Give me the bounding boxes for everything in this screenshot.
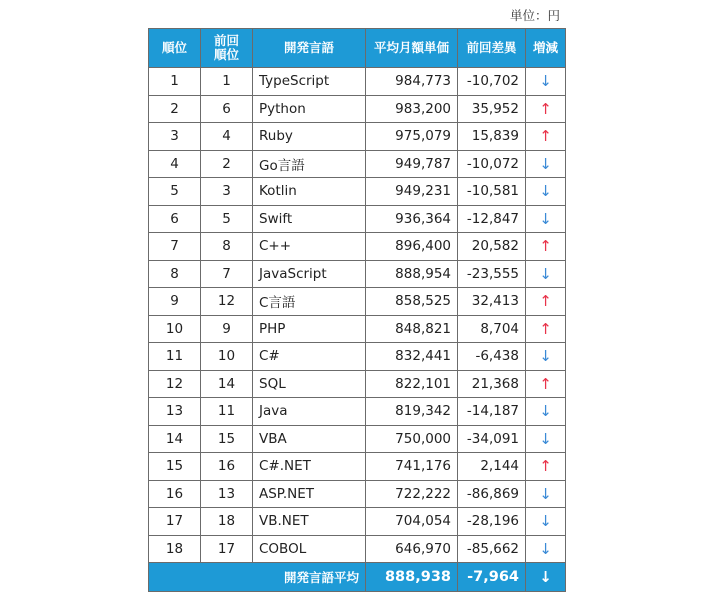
table-row — [149, 315, 566, 343]
table-row — [149, 535, 566, 563]
avg-price-cell: 888,954 — [366, 260, 458, 288]
prev-rank-cell: 12 — [201, 288, 253, 316]
rank-cell: 17 — [149, 508, 201, 536]
rank-cell: 8 — [149, 260, 201, 288]
diff-cell: -86,869 — [458, 480, 526, 508]
rank-cell: 16 — [149, 480, 201, 508]
prev-rank-cell: 5 — [201, 205, 253, 233]
rank-cell: 9 — [149, 288, 201, 316]
diff-cell: -6,438 — [458, 343, 526, 371]
prev-rank-cell: 14 — [201, 370, 253, 398]
rank-cell: 12 — [149, 370, 201, 398]
language-cell: VBA — [253, 425, 366, 453]
table-row — [149, 68, 566, 96]
table-row — [149, 95, 566, 123]
rank-cell: 4 — [149, 150, 201, 178]
rank-cell: 14 — [149, 425, 201, 453]
avg-price-cell: 722,222 — [366, 480, 458, 508]
table-row — [149, 343, 566, 371]
avg-price-cell: 896,400 — [366, 233, 458, 261]
avg-price-cell: 822,101 — [366, 370, 458, 398]
language-cell: Swift — [253, 205, 366, 233]
table-row — [149, 453, 566, 481]
table-row — [149, 288, 566, 316]
prev-rank-cell: 2 — [201, 150, 253, 178]
up-arrow-icon: ↑ — [526, 233, 566, 261]
average-diff: -7,964 — [458, 563, 526, 592]
avg-price-cell: 983,200 — [366, 95, 458, 123]
table-body — [149, 68, 566, 563]
table-row — [149, 260, 566, 288]
up-arrow-icon: ↑ — [526, 453, 566, 481]
down-arrow-icon: ↓ — [526, 425, 566, 453]
avg-price-cell: 832,441 — [366, 343, 458, 371]
diff-cell: 21,368 — [458, 370, 526, 398]
diff-cell: -14,187 — [458, 398, 526, 426]
language-cell: C++ — [253, 233, 366, 261]
down-arrow-icon: ↓ — [526, 178, 566, 206]
language-cell: PHP — [253, 315, 366, 343]
header-prev-rank — [201, 29, 253, 68]
header-avg-price: 平均月額単価 — [366, 29, 458, 68]
language-cell: ASP.NET — [253, 480, 366, 508]
language-cell: C# — [253, 343, 366, 371]
diff-cell: 32,413 — [458, 288, 526, 316]
average-price: 888,938 — [366, 563, 458, 592]
rank-cell: 11 — [149, 343, 201, 371]
prev-rank-cell: 10 — [201, 343, 253, 371]
table-header-row — [149, 29, 566, 68]
prev-rank-cell: 15 — [201, 425, 253, 453]
table-row — [149, 123, 566, 151]
header-change: 増減 — [526, 29, 566, 68]
avg-price-cell: 741,176 — [366, 453, 458, 481]
header-diff: 前回差異 — [458, 29, 526, 68]
language-cell: Kotlin — [253, 178, 366, 206]
header-prev-rank-line2: 順位 — [213, 47, 239, 62]
avg-price-cell: 949,231 — [366, 178, 458, 206]
rank-cell: 18 — [149, 535, 201, 563]
avg-price-cell: 975,079 — [366, 123, 458, 151]
header-rank: 順位 — [149, 29, 201, 68]
diff-cell: -10,702 — [458, 68, 526, 96]
unit-label: 単位：円 — [509, 8, 560, 23]
table-row — [149, 480, 566, 508]
up-arrow-icon: ↑ — [526, 370, 566, 398]
diff-cell: -85,662 — [458, 535, 526, 563]
diff-cell: -12,847 — [458, 205, 526, 233]
average-label: 開発言語平均 — [149, 563, 366, 592]
average-down-arrow-icon: ↓ — [526, 563, 566, 592]
diff-cell: 2,144 — [458, 453, 526, 481]
diff-cell: -34,091 — [458, 425, 526, 453]
language-cell: Ruby — [253, 123, 366, 151]
avg-price-cell: 936,364 — [366, 205, 458, 233]
diff-cell: -28,196 — [458, 508, 526, 536]
diff-cell: -10,581 — [458, 178, 526, 206]
table-row — [149, 205, 566, 233]
rank-cell: 7 — [149, 233, 201, 261]
prev-rank-cell: 11 — [201, 398, 253, 426]
diff-cell: 20,582 — [458, 233, 526, 261]
up-arrow-icon: ↑ — [526, 123, 566, 151]
prev-rank-cell: 6 — [201, 95, 253, 123]
language-cell: VB.NET — [253, 508, 366, 536]
table-row — [149, 508, 566, 536]
language-cell: COBOL — [253, 535, 366, 563]
table-row — [149, 370, 566, 398]
rank-cell: 15 — [149, 453, 201, 481]
down-arrow-icon: ↓ — [526, 480, 566, 508]
prev-rank-cell: 17 — [201, 535, 253, 563]
table-row — [149, 150, 566, 178]
diff-cell: -10,072 — [458, 150, 526, 178]
language-rate-table — [148, 28, 566, 592]
avg-price-cell: 858,525 — [366, 288, 458, 316]
language-cell: Go言語 — [253, 150, 366, 178]
down-arrow-icon: ↓ — [526, 508, 566, 536]
average-row — [149, 563, 566, 592]
prev-rank-cell: 13 — [201, 480, 253, 508]
language-cell: SQL — [253, 370, 366, 398]
diff-cell: -23,555 — [458, 260, 526, 288]
rank-cell: 10 — [149, 315, 201, 343]
avg-price-cell: 819,342 — [366, 398, 458, 426]
diff-cell: 8,704 — [458, 315, 526, 343]
avg-price-cell: 750,000 — [366, 425, 458, 453]
language-cell: TypeScript — [253, 68, 366, 96]
prev-rank-cell: 18 — [201, 508, 253, 536]
diff-cell: 35,952 — [458, 95, 526, 123]
header-language: 開発言語 — [253, 29, 366, 68]
avg-price-cell: 646,970 — [366, 535, 458, 563]
prev-rank-cell: 16 — [201, 453, 253, 481]
prev-rank-cell: 8 — [201, 233, 253, 261]
up-arrow-icon: ↑ — [526, 288, 566, 316]
avg-price-cell: 848,821 — [366, 315, 458, 343]
table-row — [149, 425, 566, 453]
table-row — [149, 398, 566, 426]
up-arrow-icon: ↑ — [526, 95, 566, 123]
avg-price-cell: 984,773 — [366, 68, 458, 96]
language-cell: JavaScript — [253, 260, 366, 288]
language-cell: C言語 — [253, 288, 366, 316]
rank-cell: 2 — [149, 95, 201, 123]
rank-cell: 13 — [149, 398, 201, 426]
down-arrow-icon: ↓ — [526, 205, 566, 233]
language-cell: Python — [253, 95, 366, 123]
prev-rank-cell: 3 — [201, 178, 253, 206]
down-arrow-icon: ↓ — [526, 150, 566, 178]
prev-rank-cell: 4 — [201, 123, 253, 151]
prev-rank-cell: 7 — [201, 260, 253, 288]
language-cell: Java — [253, 398, 366, 426]
avg-price-cell: 949,787 — [366, 150, 458, 178]
rank-cell: 3 — [149, 123, 201, 151]
prev-rank-cell: 9 — [201, 315, 253, 343]
up-arrow-icon: ↑ — [526, 315, 566, 343]
prev-rank-cell: 1 — [201, 68, 253, 96]
language-cell: C#.NET — [253, 453, 366, 481]
rank-cell: 5 — [149, 178, 201, 206]
avg-price-cell: 704,054 — [366, 508, 458, 536]
down-arrow-icon: ↓ — [526, 535, 566, 563]
rank-cell: 6 — [149, 205, 201, 233]
down-arrow-icon: ↓ — [526, 68, 566, 96]
down-arrow-icon: ↓ — [526, 260, 566, 288]
table-row — [149, 233, 566, 261]
down-arrow-icon: ↓ — [526, 343, 566, 371]
header-prev-rank-line1: 前回 — [213, 33, 239, 48]
diff-cell: 15,839 — [458, 123, 526, 151]
down-arrow-icon: ↓ — [526, 398, 566, 426]
table-row — [149, 178, 566, 206]
rank-cell: 1 — [149, 68, 201, 96]
